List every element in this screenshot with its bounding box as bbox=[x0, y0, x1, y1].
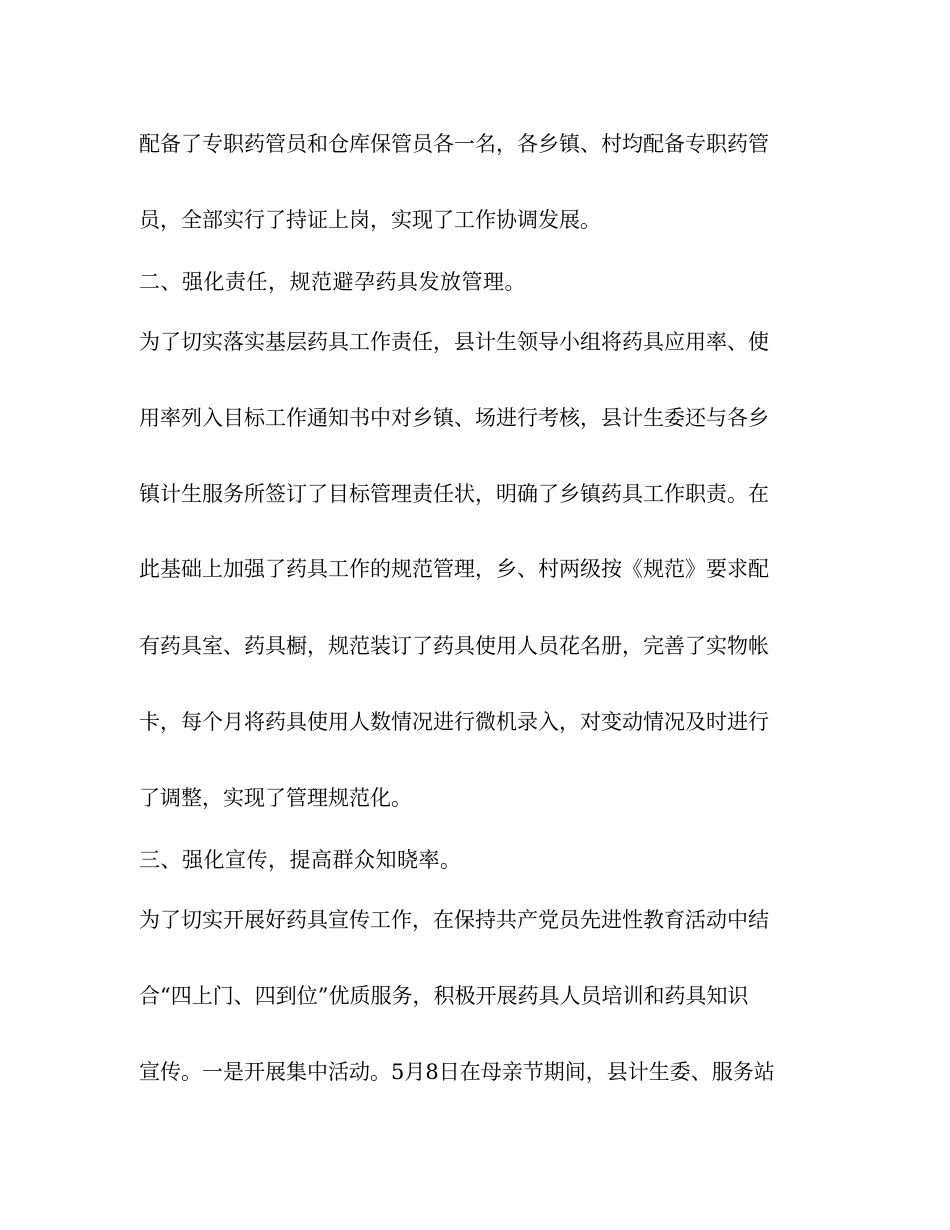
paragraph-line-12: 宣传。一是开展集中活动。5月8日在母亲节期间，县计生委、服务站 bbox=[139, 1060, 775, 1084]
paragraph-line-10: 为了切实开展好药具宣传工作，在保持共产党员先进性教育活动中结 bbox=[139, 908, 769, 932]
paragraph-line-7: 有药具室、药具橱，规范装订了药具使用人员花名册，完善了实物帐 bbox=[139, 634, 769, 658]
paragraph-line-5: 镇计生服务所签订了目标管理责任状，明确了乡镇药具工作职责。在 bbox=[139, 482, 769, 506]
paragraph-line-9: 了调整，实现了管理规范化。 bbox=[139, 786, 412, 810]
paragraph-line-3: 为了切实落实基层药具工作责任，县计生领导小组将药具应用率、使 bbox=[139, 330, 769, 354]
paragraph-line-2: 员，全部实行了持证上岗，实现了工作协调发展。 bbox=[139, 208, 601, 232]
section-heading-2: 二、强化责任，规范避孕药具发放管理。 bbox=[139, 270, 526, 294]
paragraph-line-11: 合“四上门、四到位”优质服务，积极开展药具人员培训和药具知识 bbox=[139, 984, 749, 1008]
paragraph-line-1: 配备了专职药管员和仓库保管员各一名，各乡镇、村均配备专职药管 bbox=[139, 132, 769, 156]
paragraph-line-6: 此基础上加强了药具工作的规范管理，乡、村两级按《规范》要求配 bbox=[139, 557, 769, 581]
paragraph-line-8: 卡，每个月将药具使用人数情况进行微机录入，对变动情况及时进行 bbox=[139, 710, 769, 734]
paragraph-line-4: 用率列入目标工作通知书中对乡镇、场进行考核，县计生委还与各乡 bbox=[139, 406, 769, 430]
section-heading-3: 三、强化宣传，提高群众知晓率。 bbox=[139, 848, 462, 872]
